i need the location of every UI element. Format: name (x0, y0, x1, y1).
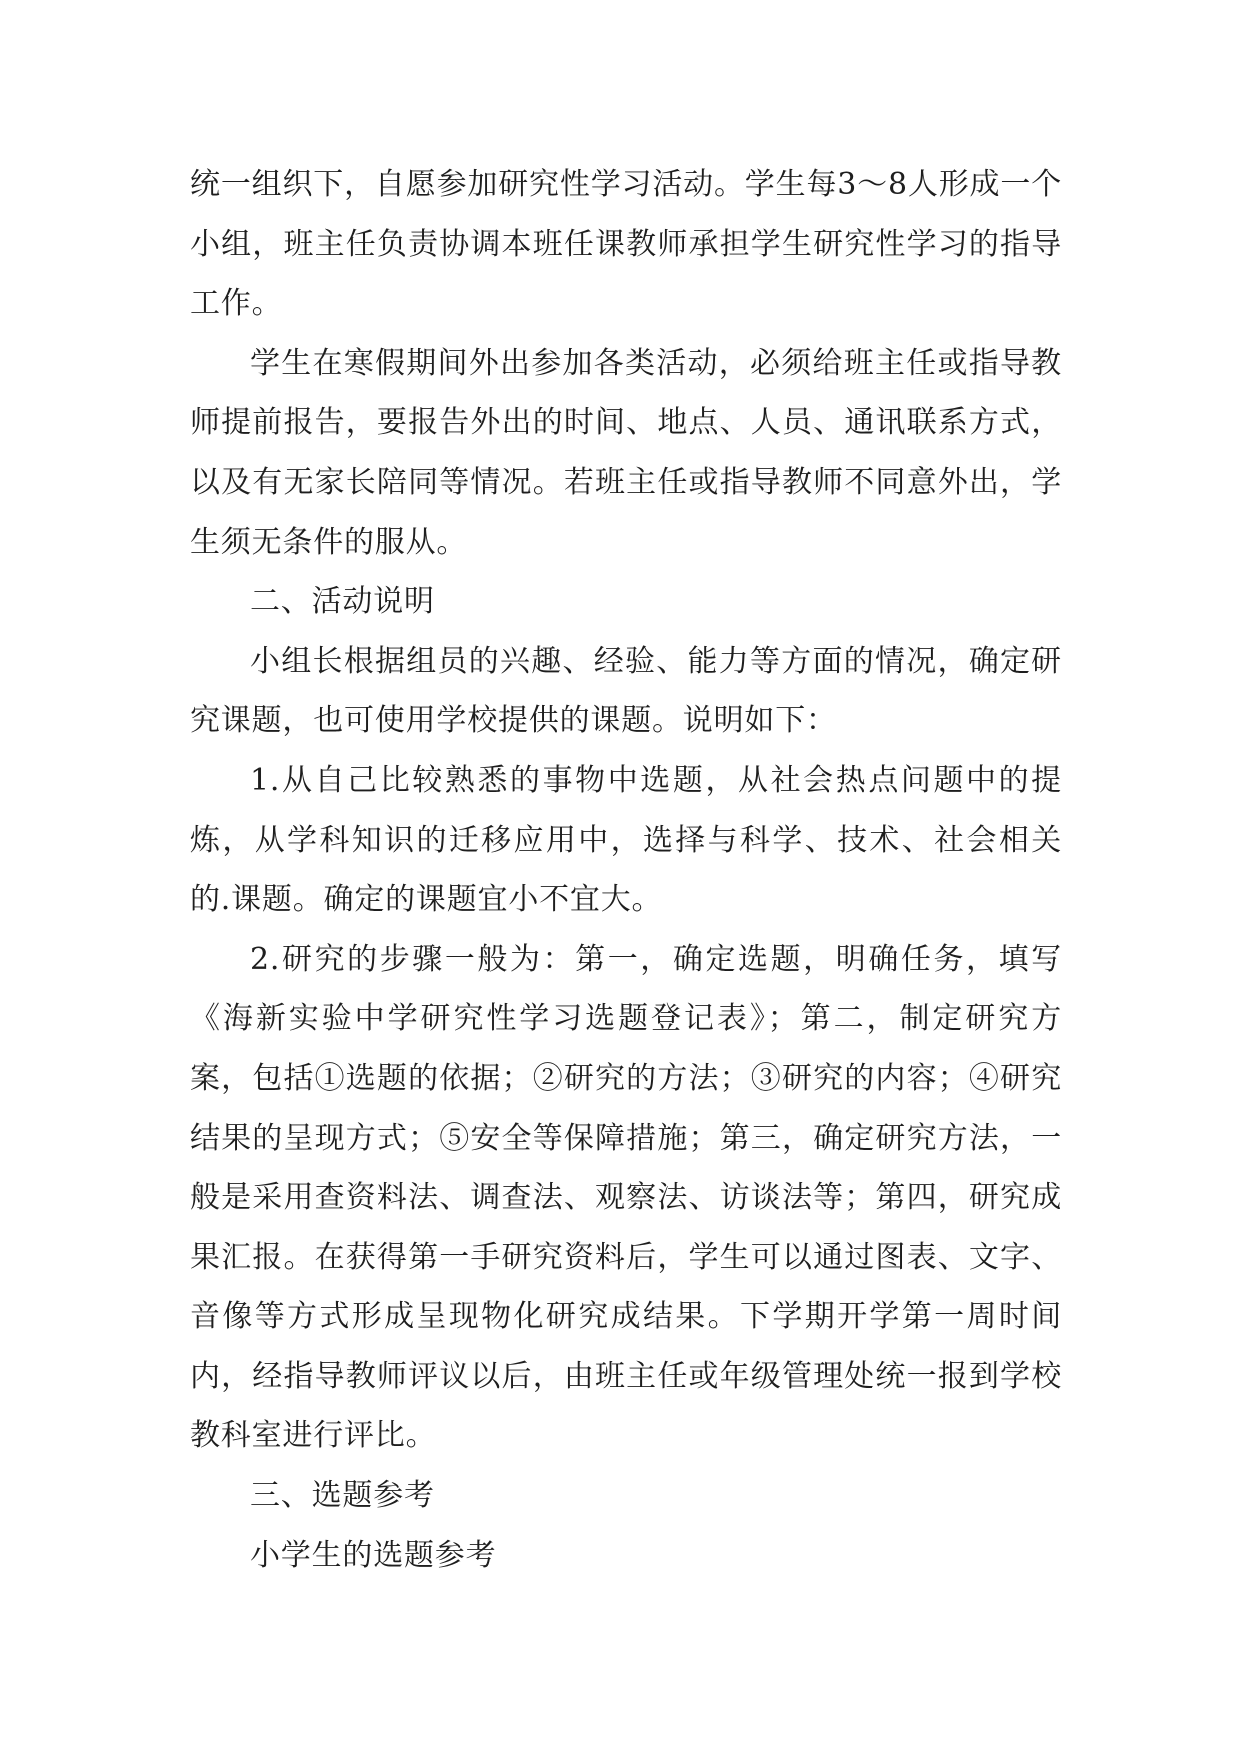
section-heading-topic-reference: 三、选题参考 (250, 1478, 435, 1514)
subheading-primary-topics: 小学生的选题参考 (250, 1537, 497, 1573)
section-heading-activity-description: 二、活动说明 (250, 584, 435, 620)
paragraph-item-1: 1.从自己比较熟悉的事物中选题，从社会热点问题中的提炼，从学科知识的迁移应用中，选择与科学、技术、社会相关的.课题。确定的课题宜小不宜大。 (190, 762, 1062, 918)
document-body (190, 155, 1062, 1585)
paragraph-group-organization: 统一组织下，自愿参加研究性学习活动。学生每3～8人形成一个小组，班主任负责协调本班任课教师承担学生研究性学习的指导工作。 (190, 167, 1062, 322)
paragraph-item-2: 2.研究的步骤一般为：第一，确定选题，明确任务，填写《海新实验中学研究性学习选题登记表》；第二，制定研究方案，包括①选题的依据；②研究的方法；③研究的内容；④研究结果的呈现方式；⑤安全等保障措施；第三，确定研究方法，一般是采用查资料法、调查法、观察法、访谈法等；第四，研究成果汇报。在获得第一手研究资料后，学生可以通过图表、文字、音像等方式形成呈现物化研究成结果。下学期开学第一周时间内，经指导教师评议以后，由班主任或年级管理处统一报到学校教科室进行评比。 (190, 941, 1062, 1454)
paragraph-topic-selection: 小组长根据组员的兴趣、经验、能力等方面的情况，确定研究课题，也可使用学校提供的课题。说明如下： (190, 643, 1062, 739)
paragraph-travel-report: 学生在寒假期间外出参加各类活动，必须给班主任或指导教师提前报告，要报告外出的时间、地点、人员、通讯联系方式，以及有无家长陪同等情况。若班主任或指导教师不同意外出，学生须无条件的服从。 (190, 345, 1062, 560)
